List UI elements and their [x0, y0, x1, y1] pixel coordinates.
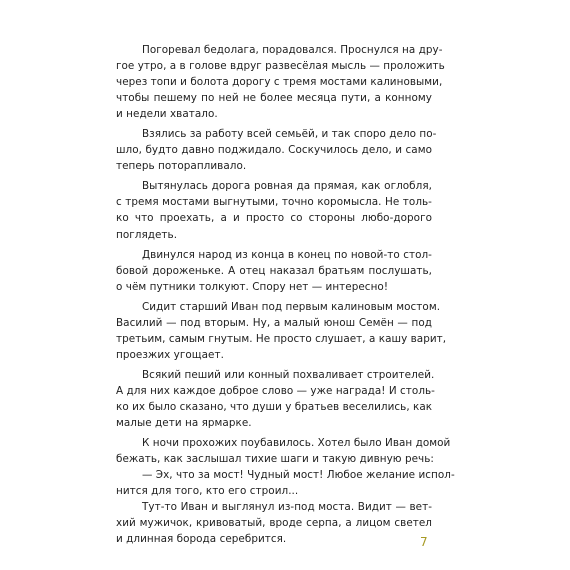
- text-line: и длинная борода серебрится.: [116, 533, 287, 546]
- text-line: о чём путники толкуют. Спору нет — интересно!: [116, 280, 389, 293]
- text-line: теперь поторапливало.: [116, 160, 247, 173]
- text-line: К ночи прохожих поубавилось. Хотел было Иван домой: [142, 437, 451, 450]
- text-line: через топи и болота дорогу с тремя мостами калиновыми,: [116, 76, 443, 89]
- text-line: шло, будто давно поджидало. Соскучилось дело, и само: [116, 144, 432, 157]
- text-line: Взялись за работу всей семьёй, и так споро дело по-: [142, 128, 437, 141]
- text-line: гое утро, а в голове вдруг развесёлая мысль — проложить: [116, 60, 445, 73]
- text-line: А для них каждое доброе слово — уже награда! И столь-: [116, 384, 435, 397]
- text-line: ко их было сказано, что души у братьев веселились, как: [116, 400, 433, 413]
- text-line: хий мужичок, кривоватый, вроде серпа, а лицом светел: [116, 517, 432, 530]
- text-line: Вытянулась дорога ровная да прямая, как оглобля,: [142, 180, 432, 193]
- text-line: Погоревал бедолага, порадовался. Проснулся на дру-: [142, 44, 443, 56]
- text-line: нится для того, кто его строил...: [116, 485, 299, 498]
- text-line: и недели хватало.: [116, 108, 218, 121]
- text-line: проезжих угощает.: [116, 348, 224, 361]
- page-text: [116, 42, 455, 547]
- text-line: Всякий пеший или конный похваливает строителей.: [142, 368, 435, 381]
- text-line: — Эх, что за мост! Чудный мост! Любое желание испол-: [142, 469, 455, 482]
- text-line: с тремя мостами выгнутыми, точно коромысла. Не толь-: [116, 196, 432, 209]
- text-line: бежать, как заслышал тихие шаги и такую дивную речь:: [116, 453, 434, 466]
- text-line: малые дети на ярмарке.: [116, 417, 252, 430]
- text-line: Двинулся народ из конца в конец по новой-то стол-: [142, 248, 432, 261]
- page-number: 7: [420, 535, 428, 549]
- text-line: чтобы пешему по ней не более месяца пути, а конному: [116, 92, 432, 105]
- text-line: Сидит старший Иван под первым калиновым мостом.: [142, 300, 441, 313]
- text-line: бовой дороженьке. А отец наказал братьям послушать,: [116, 264, 432, 277]
- text-line: ко что проехать, а и просто со стороны любо-дорого: [116, 212, 432, 225]
- text-line: третьим, самым гнутым. Не просто слушает, а кашу варит,: [116, 332, 447, 345]
- text-line: Василий — под вторым. Ну, а малый юнош Семён — под: [116, 316, 432, 329]
- text-line: Тут-то Иван и выглянул из-под моста. Видит — вет-: [142, 501, 432, 514]
- text-line: поглядеть.: [116, 228, 178, 241]
